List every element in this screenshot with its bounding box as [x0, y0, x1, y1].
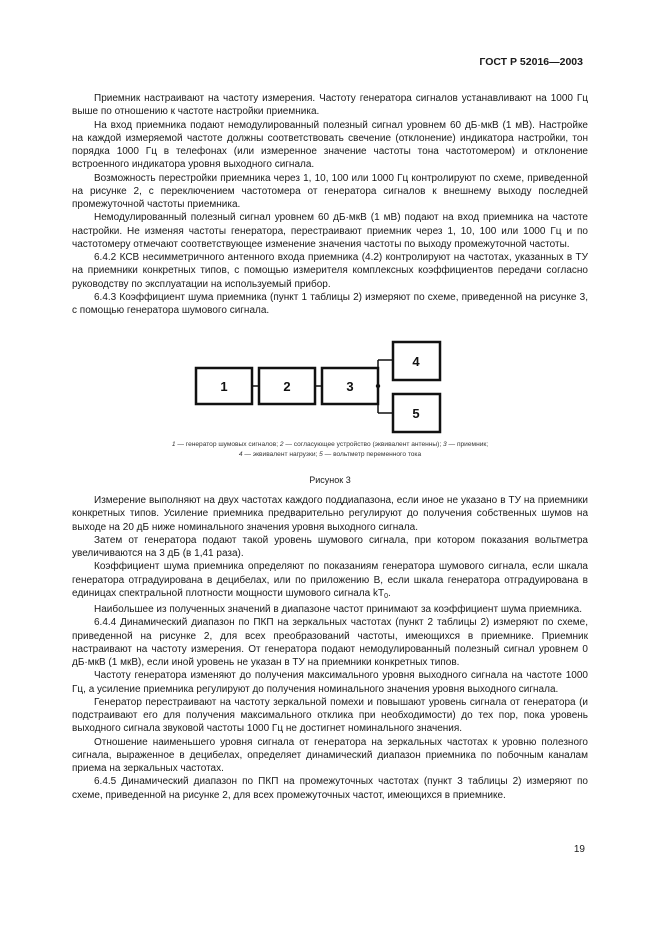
paragraph-kt0	[72, 560, 588, 603]
legend-num: 3	[443, 441, 447, 448]
document-header: ГОСТ Р 52016—2003	[479, 56, 583, 68]
block-label-2: 2	[283, 379, 291, 394]
paragraph: Возможность перестройки приемника через 1, 10, 100 или 1000 Гц контролируют по схеме, приведенной на рисунке 2, с переключением частотомера от генератора сигналов к внешнему выходу последней промежуточной частоты приемника.	[72, 172, 588, 210]
paragraph: Измерение выполняют на двух частотах каждого поддиапазона, если иное не указано в ТУ на приемники конкретных типов. Усиление приемника предварительно регулируют до получения собственных шумов на выходе на 20 дБ ниже номинального значения уровня выходного сигнала.	[72, 495, 588, 533]
block-label-1: 1	[220, 379, 228, 394]
paragraph: Наибольшее из полученных значений в диапазоне частот принимают за коэффициент шума приемника.	[94, 604, 582, 615]
legend-text: — вольтметр переменного тока	[322, 451, 422, 458]
legend-text: — эквивалент нагрузки;	[242, 451, 320, 458]
block-label-5: 5	[412, 406, 420, 421]
figure-title: Рисунок 3	[309, 475, 351, 485]
paragraph: 6.4.5 Динамический диапазон по ПКП на промежуточных частотах (пункт 3 таблицы 2) измеряют по схеме, приведенной на рисунке 2, для всех промежуточных частот, имеющихся в приемнике.	[72, 776, 588, 801]
legend-num: 5	[319, 451, 323, 458]
paragraph: 6.4.2 КСВ несимметричного антенного входа приемника (4.2) контролируют на частотах, указанных в ТУ на приемники конкретных типов, с помощью измерителя комплексных коэффициентов передачи согласно руководству по эксплуатации на используемый прибор.	[72, 252, 588, 290]
legend-text: — согласующее устройство (эквивалент антенны);	[283, 441, 444, 448]
body-text-top	[72, 92, 588, 317]
subscript: 0	[384, 592, 388, 600]
legend-text: — приемник;	[446, 441, 489, 448]
paragraph: 6.4.3 Коэффициент шума приемника (пункт 1 таблицы 2) измеряют по схеме, приведенной на рисунке 3, с помощью генератора шумового сигнала.	[72, 291, 588, 316]
figure-legend	[72, 440, 588, 460]
legend-text: — генератор шумовых сигналов;	[175, 441, 280, 448]
junction-dot	[376, 384, 380, 388]
paragraph: Приемник настраивают на частоту измерения. Частоту генератора сигналов устанавливают на 1000 Гц выше по отношению к частоте настройки приемника.	[72, 93, 588, 118]
paragraph: Генератор перестраивают на частоту зеркальной помехи и повышают уровень сигнала от генератора (и подстраивают его для получения максимального отклика при необходимости) до тех пор, пока уровень выходного сигнала звуковой частоты 1000 Гц не достигнет номинального значения.	[72, 696, 588, 735]
paragraph-text: .	[388, 587, 391, 599]
page-number: 19	[573, 844, 585, 855]
paragraph: На вход приемника подают немодулированный полезный сигнал уровнем 60 дБ·мкВ (1 мВ). Настройке на каждой измеряемой частоте должны соответствовать свечение (отклонение) индикатора настройки, тон порядка 1000 Гц в телефонах (или измеренное значение частоты тона частотомером) и отклонение встроенного индикатора уровня выходного сигнала.	[72, 119, 588, 171]
paragraph: Частоту генератора изменяют до получения максимального уровня выходного сигнала на частоте 1000 Гц, а усиление приемника регулируют до получения номинального значения уровня выходного сигнала.	[72, 670, 588, 695]
block-diagram	[0, 336, 661, 441]
paragraph: Немодулированный полезный сигнал уровнем 60 дБ·мкВ (1 мВ) подают на вход приемника на частоте настройки. Не изменяя частоты генератора, перестраивают приемник через 1, 10, 100 или 1000 Гц и по частотомеру отмечают соответствующее изменение значения частоты по выходу промежуточной частоты.	[72, 212, 588, 250]
paragraph: Отношение наименьшего уровня сигнала от генератора на зеркальных частотах к уровню полезного сигнала, выраженное в децибелах, определяет динамический диапазон приемника по побочным каналам приема на зеркальных частотах.	[72, 736, 588, 774]
legend-num: 2	[279, 441, 284, 448]
paragraph-text: Коэффициент шума приемника определяют по показаниям генератора шумового сигнала, если шкала генератора отградуирована в децибелах, или по приложению В, если шкала генератора отградуирована в единицах спектральной плотности мощности шумового сигнала kT	[72, 561, 588, 599]
body-text-bottom	[72, 494, 588, 802]
legend-num: 1	[171, 441, 176, 448]
block-label-3: 3	[346, 379, 354, 394]
block-label-4: 4	[412, 354, 420, 369]
paragraph: Затем от генератора подают такой уровень шумового сигнала, при котором показания вольтметра увеличиваются на 3 дБ (в 1,41 раза).	[72, 534, 588, 559]
paragraph: 6.4.4 Динамический диапазон по ПКП на зеркальных частотах (пункт 2 таблицы 2) измеряют по схеме, приведенной на рисунке 2, для всех преобразований частоты, имеющихся в приемнике. Приемник настраивают на частоту измерения. От генератора подают немодулированный полезный сигнал уровнем 0 дБ·мкВ (1 мкВ), если иной уровень не указан в ТУ на приемники конкретных типов.	[72, 617, 588, 668]
legend-num: 4	[238, 451, 243, 458]
